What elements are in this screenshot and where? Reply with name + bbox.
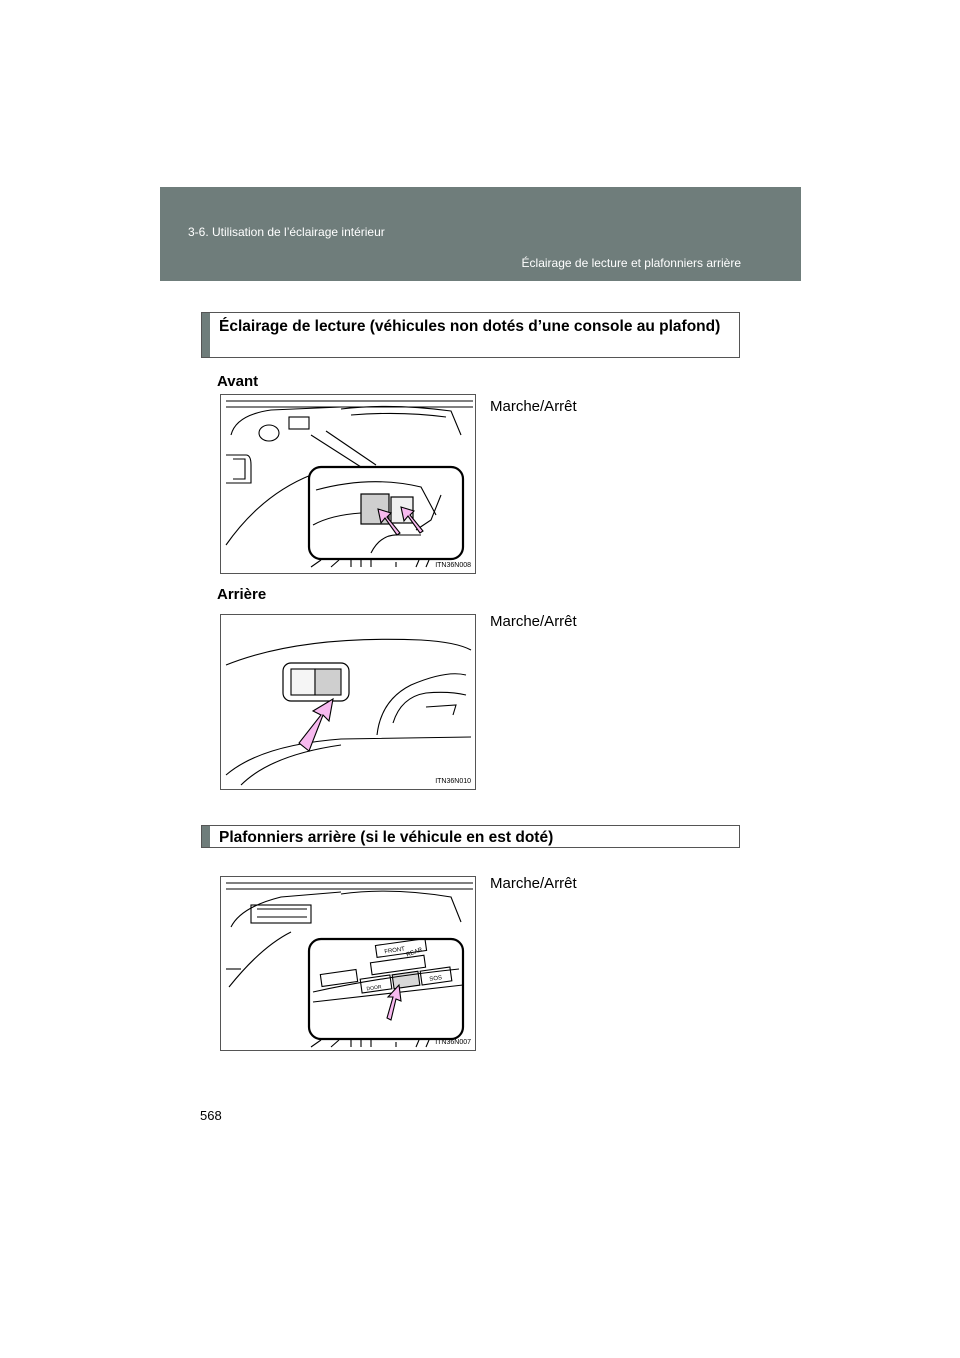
figure-front-reading-light (220, 394, 476, 574)
caption-rear-on-off: Marche/Arrêt (490, 613, 577, 630)
chapter-header (160, 187, 801, 281)
sos-button-label: SOS (429, 975, 443, 983)
figure-rear-dome-lights (220, 876, 476, 1051)
caption-front-on-off: Marche/Arrêt (490, 398, 577, 415)
chapter-title: 3-6. Utilisation de l’éclairage intérieur (188, 225, 385, 239)
figure-rear-reading-light (220, 614, 476, 790)
front-light-illustration (221, 395, 476, 574)
subheading-rear: Arrière (217, 586, 267, 603)
press-arrow-icon (299, 699, 333, 751)
section-heading-text: Plafonniers arrière (si le véhicule en est doté) (219, 829, 554, 846)
rear-button-label: REAR (405, 947, 424, 959)
heading-accent-bar (202, 826, 210, 847)
dome-light-illustration (221, 877, 476, 1051)
section-heading-rear-dome-lights (201, 825, 740, 848)
section-title: Éclairage de lecture et plafonniers arrière (521, 256, 741, 270)
front-button-label: FRONT (384, 946, 406, 956)
figure-code: ITN36N007 (435, 1039, 471, 1046)
page-number: 568 (200, 1108, 222, 1123)
caption-dome-on-off: Marche/Arrêt (490, 875, 577, 892)
figure-code: ITN36N010 (435, 778, 471, 785)
subheading-front: Avant (217, 373, 259, 390)
section-heading-reading-lights (201, 312, 740, 358)
rear-light-illustration (221, 615, 476, 790)
figure-code: ITN36N008 (435, 562, 471, 569)
heading-accent-bar (202, 313, 210, 357)
door-button-label: DOOR (366, 984, 382, 993)
section-heading-text: Éclairage de lecture (véhicules non dotés d’une console au plafond) (219, 318, 721, 335)
